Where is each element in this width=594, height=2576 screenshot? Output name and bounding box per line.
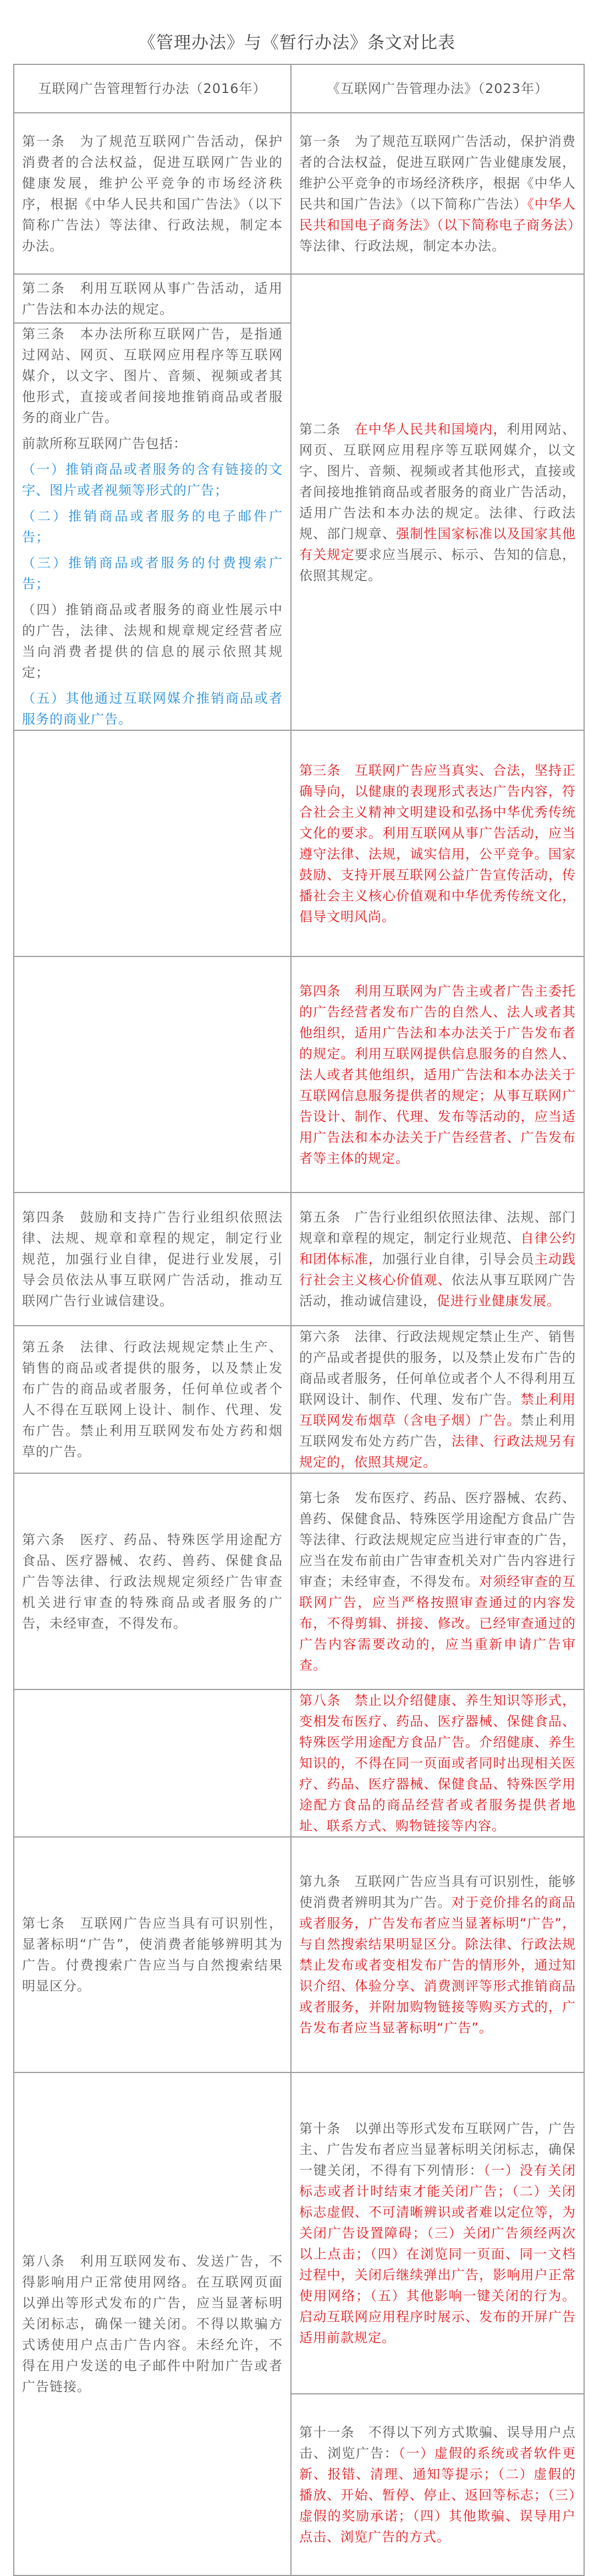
table-row — [14, 956, 584, 1193]
changed-text: 主动践行社会主义核心价值观、 — [299, 1251, 576, 1288]
clause-paragraph — [299, 2118, 576, 2348]
clause-paragraph — [299, 1207, 576, 1311]
clause-paragraph — [299, 1487, 576, 1676]
clause-text: 要求应当展示、标示、告知的信息，依照其规定。 — [299, 546, 576, 583]
highlighted-text: （五）其他通过互联网媒介推销商品或者服务的商业广告。 — [22, 691, 283, 727]
clause-paragraph — [299, 131, 581, 256]
changed-text: 第四条 利用互联网为广告主或者广告主委托的广告经营者发布广告的自然人、法人或者其他组织，适用广告法和本办法关于广告发布者的规定。利用互联网提供信息服务的自然人、法人或者其他组织，适用广告法和本办法关于互联网信息服务提供者的规定；从事互联网广告设计、制作、代理、发布等活动的，应当适用广告法和本办法关于广告经营者、广告发布者等主体的规定。 — [299, 983, 576, 1166]
new-clause-cell — [291, 2394, 584, 2575]
clause-paragraph — [299, 419, 576, 586]
clause-text: 第七条 互联网广告应当具有可识别性，显著标明“广告”，使消费者能够辨明其为广告。付费搜索广告应当与自然搜索结果明显区分。 — [22, 1916, 283, 1994]
new-clause-cell — [291, 274, 584, 730]
table-row — [14, 730, 584, 956]
clause-paragraph — [22, 1337, 283, 1462]
clause-text: 第五条 法律、行政法规规定禁止生产、销售的商品或者提供的服务，以及禁止发布广告的商品或者服务，任何单位或者个人不得在互联网上设计、制作、代理、发布广告。禁止利用互联网发布处方药和烟草的广告。 — [22, 1339, 283, 1459]
clause-text: 前款所称互联网广告包括： — [22, 436, 187, 451]
changed-text: 《中华人民共和国电子商务法》（以下简称电子商务法） — [299, 196, 581, 233]
clause-text: 第十条 以弹出等形式发布互联网广告，广告主、广告发布者应当显著标明关闭标志，确保一键关闭，不得有下列情形： — [299, 2121, 576, 2178]
clause-text: 第九条 互联网广告应当具有可识别性，能够使消费者辨明其为广告。 — [299, 1874, 576, 1910]
clause-paragraph — [299, 1690, 576, 1836]
changed-text: 第八条 禁止以介绍健康、养生知识等形式，变相发布医疗、药品、医疗器械、保健食品、特殊医学用途配方食品广告。介绍健康、养生知识的，不得在同一页面或者同时出现相关医疗、药品、医疗器械、保健食品、特殊医学用途配方食品的商品经营者或者服务提供者地址、联系方式、购物链接等内容。 — [299, 1693, 576, 1834]
table-row — [14, 113, 584, 274]
clause-text: 第一条 为了规范互联网广告活动，保护消费者的合法权益，促进互联网广告业的健康发展，维护公平竞争的市场经济秩序，根据《中华人民共和国广告法》（以下简称广告法）等法律、行政法规，制定本办法。 — [22, 133, 283, 254]
new-clause-cell — [291, 1473, 584, 1689]
clause-text: 第七条 发布医疗、药品、医疗器械、农药、兽药、保健食品、特殊医学用途配方食品广告等法律、行政法规规定应当进行审查的广告，应当在发布前由广告审查机关对广告内容进行审查；未经审查，不得发布。 — [299, 1490, 576, 1589]
clause-paragraph — [22, 324, 283, 428]
changed-text: （一）没有关闭标志或者计时结束才能关闭广告；（二）关闭标志虚假、不可清晰辨识或者难以定位等，为关闭广告设置障碍；（三）关闭广告须经两次以上点击；（四）在浏览同一页面、同一文档过程中，关闭后继续弹出广告，影响用户正常使用网络；（五）其他影响一键关闭的行为。启动互联网应用程序时展示、发布的开屏广告适用前款规定。 — [299, 2163, 576, 2345]
old-clause-cell — [14, 274, 291, 323]
clause-text: 第八条 利用互联网发布、发送广告，不得影响用户正常使用网络。在互联网页面以弹出等形式发布的广告，应当显著标明关闭标志，确保一键关闭。不得以欺骗方式诱使用户点击广告内容。未经允许，不得在用户发送的电子邮件中附加广告或者广告链接。 — [22, 2254, 283, 2394]
old-clause-cell — [14, 1326, 291, 1473]
new-clause-cell — [291, 1689, 584, 1837]
new-clause-cell — [291, 1193, 584, 1326]
changed-text: 自律公约和团体标准， — [299, 1230, 576, 1267]
table-row — [14, 1193, 584, 1326]
clause-paragraph — [22, 131, 283, 256]
table-row — [14, 274, 584, 323]
new-clause-cell — [291, 730, 584, 956]
highlighted-text: （三）推销商品或者服务的付费搜索广告； — [22, 555, 283, 592]
clause-text: 第五条 广告行业组织依照法律、法规、部门规章和章程的规定，制定行业规范、 — [299, 1210, 576, 1246]
highlighted-text: （二）推销商品或者服务的电子邮件广告； — [22, 508, 283, 545]
highlighted-text: （一）推销商品或者服务的含有链接的文字、图片或者视频等形式的广告； — [22, 462, 283, 498]
changed-text: 对须经审查的互联网广告，应当严格按照审查通过的内容发布，不得剪辑、拼接、修改。已经审查通过的广告内容需要改动的，应当重新申请广告审查。 — [299, 1573, 576, 1673]
clause-paragraph — [299, 1326, 576, 1473]
table-row — [14, 1473, 584, 1689]
new-clause-cell — [291, 1837, 584, 2072]
clause-text: 第二条 利用互联网从事广告活动，适用广告法和本办法的规定。 — [22, 280, 283, 317]
changed-text: 第三条 互联网广告应当真实、合法，坚持正确导向，以健康的表现形式表达广告内容，符合社会主义精神文明建设和弘扬中华优秀传统文化的要求。利用互联网从事广告活动，应当遵守法律、法规，诚实信用，公平竞争。国家鼓励、支持开展互联网公益广告宣传活动，传播社会主义核心价值观和中华优秀传统文化，倡导文明风尚。 — [299, 762, 576, 925]
clause-paragraph — [22, 278, 283, 320]
clause-paragraph — [299, 760, 576, 927]
clause-text: 第四条 鼓励和支持广告行业组织依照法律、法规、规章和章程的规定，制定行业规范，加强行业自律，促进行业发展，引导会员依法从事互联网广告活动，推动互联网广告行业诚信建设。 — [22, 1210, 283, 1309]
clause-paragraph — [22, 506, 283, 548]
clause-text: 第三条 本办法所称互联网广告，是指通过网站、网页、互联网应用程序等互联网媒介，以文字、图片、音频、视频或者其他形式，直接或者间接地推销商品或者服务的商业广告。 — [22, 326, 283, 425]
clause-paragraph — [22, 433, 283, 454]
clause-paragraph — [22, 553, 283, 594]
changed-text: 在中华人民共和国境内， — [354, 421, 507, 437]
table-row — [14, 2072, 584, 2394]
old-clause-cell — [14, 323, 291, 730]
clause-paragraph — [22, 459, 283, 501]
clause-text: 利用网站、网页、互联网应用程序等互联网媒介，以文字、图片、音频、视频或者其他形式，直接或者间接地推销商品或者服务的商业广告活动，适用广告法和本办法的规定。法律、行政法规、部门规章、 — [299, 421, 576, 542]
old-clause-cell — [14, 113, 291, 274]
header-2016: 互联网广告管理暂行办法（2016年） — [14, 64, 291, 113]
empty-old-cell — [14, 730, 291, 956]
clause-text: 依法从事互联网广告活动，推动诚信建设， — [299, 1272, 576, 1309]
changed-text: 促进行业健康发展。 — [437, 1293, 560, 1309]
clause-text: 第一条 为了规范互联网广告活动，保护消费者的合法权益，促进互联网广告业健康发展，维护公平竞争的市场经济秩序，根据《中华人民共和国广告法》（以下简称广告法） — [299, 133, 576, 212]
old-clause-cell — [14, 1193, 291, 1326]
clause-text: 第十一条 不得以下列方式欺骗、误导用户点击、浏览广告： — [299, 2425, 576, 2461]
empty-old-cell — [14, 956, 291, 1193]
changed-text: 强制性国家标准以及国家其他有关规定 — [299, 526, 576, 562]
old-clause-cell — [14, 1837, 291, 2072]
clause-text: 禁止利用互联网发布处方药广告， — [299, 1413, 576, 1449]
new-clause-cell — [291, 2072, 584, 2394]
empty-old-cell — [14, 1689, 291, 1837]
clause-paragraph — [299, 2422, 576, 2547]
clause-text: （四）推销商品或者服务的商业性展示中的广告，法律、法规和规章规定经营者应当向消费者提供的信息的展示依照其规定； — [22, 602, 283, 680]
new-clause-cell — [291, 1326, 584, 1473]
clause-paragraph — [22, 599, 283, 683]
changed-text: 对于竞价排名的商品或者服务，广告发布者应当显著标明“广告”，与自然搜索结果明显区分。除法律、行政法规禁止发布或者变相发布广告的情形外，通过知识介绍、体验分享、消费测评等形式推销商品或者服务，并附加购物链接等购买方式的，广告发布者应当显著标明“广告”。 — [299, 1895, 576, 2036]
table-row — [14, 1689, 584, 1837]
clause-paragraph — [299, 981, 576, 1169]
clause-paragraph — [22, 1207, 283, 1311]
table-header-row — [14, 64, 584, 113]
clause-text: 第二条 — [299, 421, 355, 437]
old-clause-cell — [14, 2072, 291, 2575]
clause-paragraph — [22, 2251, 283, 2397]
comparison-table — [13, 64, 585, 2576]
clause-paragraph — [22, 1913, 283, 1997]
clause-paragraph — [299, 1871, 576, 2038]
clause-text: 加强行业自律，引导会员 — [382, 1251, 535, 1267]
clause-text: 第六条 医疗、药品、特殊医学用途配方食品、医疗器械、农药、兽药、保健食品广告等法律、行政法规规定须经广告审查机关进行审查的特殊商品或者服务的广告，未经审查，不得发布。 — [22, 1532, 283, 1631]
changed-text: 禁止利用互联网发布烟草（含电子烟）广告。 — [299, 1392, 576, 1428]
changed-text: 法律、行政法规另有规定的，依照其规定。 — [299, 1434, 576, 1470]
changed-text: （一）虚假的系统或者软件更新、报错、清理、通知等提示；（二）虚假的播放、开始、暂停、停止、返回等标志；（三）虚假的奖励承诺；（四）其他欺骗、误导用户点击、浏览广告的方式。 — [299, 2446, 576, 2545]
new-clause-cell — [291, 956, 584, 1193]
clause-text: 第六条 法律、行政法规规定禁止生产、销售的产品或者提供的服务，以及禁止发布广告的商品或者服务，任何单位或者个人不得利用互联网设计、制作、代理、发布广告。 — [299, 1329, 576, 1407]
clause-text: 等法律、行政法规，制定本办法。 — [299, 238, 505, 254]
clause-paragraph — [22, 1529, 283, 1634]
page-title: 《管理办法》与《暂行办法》条文对比表 — [139, 33, 455, 53]
header-2023: 《互联网广告管理办法》（2023年） — [291, 64, 584, 113]
table-row — [14, 1837, 584, 2072]
old-clause-cell — [14, 1473, 291, 1689]
clause-paragraph — [22, 688, 283, 730]
new-clause-cell — [291, 113, 584, 274]
table-row — [14, 1326, 584, 1473]
